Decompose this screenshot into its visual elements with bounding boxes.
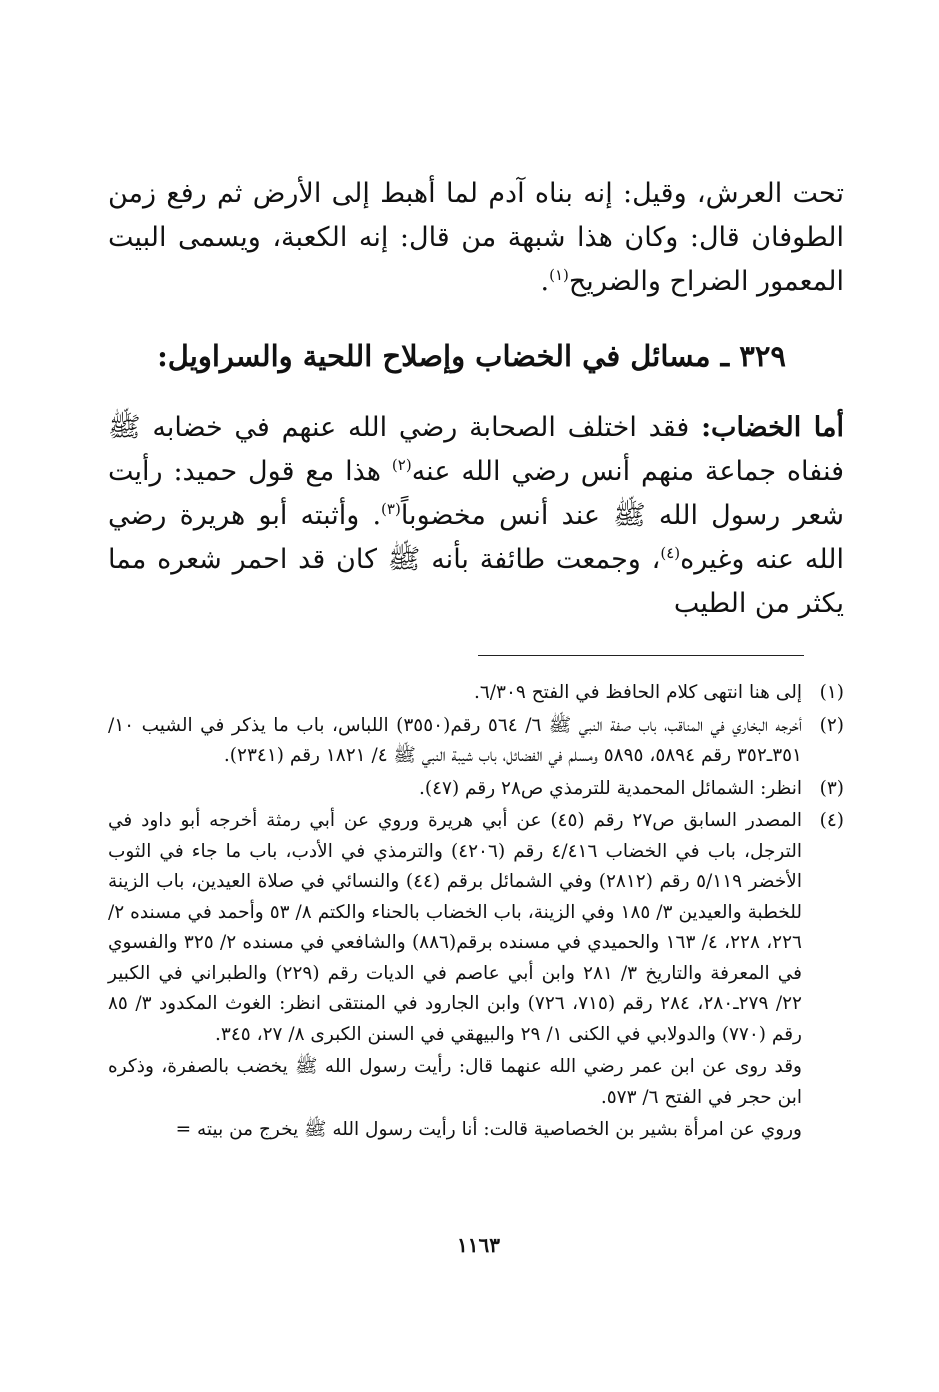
footnote-item	[108, 711, 844, 772]
footnote-number: (٣)	[819, 777, 844, 799]
footnote-continuation: وقد روى عن ابن عمر رضي الله عنهما قال: رأيت رسول الله ﷺ يخضب بالصفرة، وذكره ابن حجر في الفتح ٦/ ٥٧٣.	[108, 1056, 802, 1108]
main-part-3: . وأثبته أبو هريرة رضي الله عنه وغيره	[108, 500, 844, 575]
footnote-item	[108, 774, 844, 805]
footnote-ref-1[interactable]: (١)	[549, 266, 569, 284]
main-paragraph-text	[108, 406, 844, 626]
footnote-text: أخرجه البخاري في المناقب، باب صفة النبي ﷺ ٦/ ٥٦٤ رقم(٣٥٥٠) اللباس، باب ما يذكر في الشيب ١٠/ ٣٥١ـ٣٥٢ رقم ٥٨٩٤، ٥٨٩٥ ومسلم في الفضائل، باب شيبة النبي ﷺ ٤/ ١٨٢١ رقم (٢٣٤١).	[108, 714, 802, 766]
footnote-number: (٤)	[819, 810, 844, 831]
footnote-text: المصدر السابق ص٢٧ رقم (٤٥) عن أبي هريرة وروي عن أبي رمثة أخرجه أبو داود في الترجل، باب في الخضاب ٤/٤١٦ رقم (٤٢٠٦) والترمذي في الأدب، باب ما جاء في الثوب الأخضر ٥/١١٩ رقم (٢٨١٢) وفي الشمائل برقم (٤٤) والنسائي في صلاة العيدين، باب الزينة للخطبة والعيدين ٣/ ١٨٥ وفي الزينة، باب الخضاب بالحناء والكتم ٨/ ٥٣ وأحمد في مسنده ٢/ ٢٢٦، ٢٢٨، ٤/ ١٦٣ والحميدي في مسنده برقم(٨٨٦) والشافعي في مسنده ٢/ ٣٢٥ والفسوي في المعرفة والتاريخ ٣/ ٢٨١ وابن أبي عاصم في الديات رقم (٢٢٩) والطبراني في الكبير ٢٢/ ٢٧٩ـ٢٨٠، ٢٨٤ رقم (٧١٥، ٧٢٦) وابن الجارود في المنتقى انظر: الغوث المكدود ٣/ ٨٥ رقم (٧٧٠) والدولابي في الكنى ١/ ٢٩ والبيهقي في السنن الكبرى ٨/ ٢٧، ٣٤٥.	[108, 810, 802, 1045]
main-part-2: هذا مع قول حميد: رأيت شعر رسول الله ﷺ عند أنس مخضوباً	[108, 456, 844, 531]
footnote-item	[108, 806, 844, 1050]
footnote-separator-wrap	[108, 655, 844, 656]
footnotes	[108, 678, 844, 1146]
intro-text: تحت العرش، وقيل: إنه بناه آدم لما أهبط إلى الأرض ثم رفع زمن الطوفان قال: وكان هذا شبهة من قال: إنه الكعبة، ويسمى البيت المعمور الضراح والضريح	[108, 178, 844, 297]
footnote-continuation: وروي عن امرأة بشير بن الخصاصية قالت: أنا رأيت رسول الله ﷺ يخرج من بيته =	[175, 1119, 802, 1140]
footnote-separator	[478, 655, 804, 656]
footnote-number: (٢)	[819, 714, 844, 736]
main-part-1: فقد اختلف الصحابة رضي الله عنهم في خضابه ﷺ فنفاه جماعة منهم أنس رضي الله عنه	[108, 412, 845, 487]
intro-paragraph	[108, 172, 844, 304]
footnote-ref-2[interactable]: (٢)	[391, 456, 412, 474]
main-part-4: ، وجمعت طائفة بأنه ﷺ كان قد احمر شعره مما يكثر من الطيب	[108, 544, 844, 619]
section-heading: ٣٢٩ ـ مسائل في الخضاب وإصلاح اللحية والسراويل:	[157, 339, 786, 373]
intro-end: .	[540, 266, 550, 297]
footnote-item	[108, 678, 844, 709]
main-paragraph	[108, 406, 844, 626]
footnote-ref-4[interactable]: (٤)	[660, 544, 681, 562]
footnote-number: (١)	[819, 682, 844, 703]
page-content	[108, 172, 844, 1148]
page-number: ١١٦٣	[457, 1233, 500, 1257]
footnote-text: إلى هنا انتهى كلام الحافظ في الفتح ٦/٣٠٩.	[473, 682, 802, 703]
intro-paragraph-text	[108, 172, 844, 304]
footnote-text: انظر: الشمائل المحمدية للترمذي ص٢٨ رقم (٤٧).	[418, 777, 802, 799]
paragraph-lead: أما الخضاب:	[701, 412, 844, 443]
footnote-ref-3[interactable]: (٣)	[381, 500, 401, 518]
